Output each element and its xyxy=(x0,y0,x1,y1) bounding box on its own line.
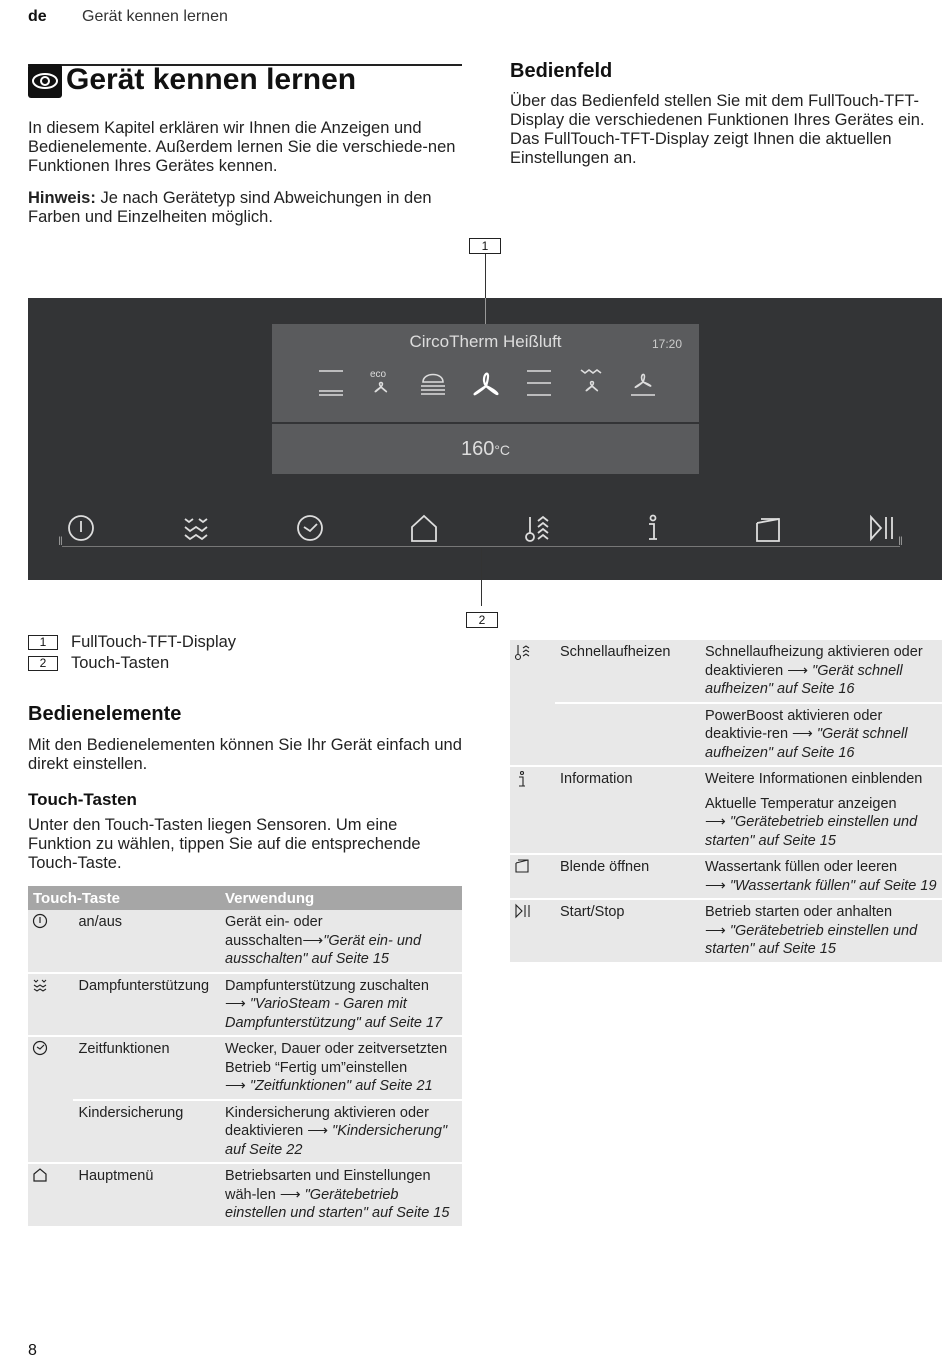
col-header-usage: Verwendung xyxy=(220,886,462,910)
table-row xyxy=(28,973,462,1037)
key-usage xyxy=(220,1163,462,1227)
key-name: Kindersicherung xyxy=(73,1100,220,1164)
table-row xyxy=(510,854,942,899)
page-reference[interactable]: "Gerät schnell aufheizen" auf Seite 16 xyxy=(705,662,903,697)
table-row xyxy=(510,703,942,767)
table-row xyxy=(28,910,462,973)
usage-text: PowerBoost aktivieren oder deaktivie-ren xyxy=(705,707,883,742)
legend xyxy=(28,632,236,674)
hint-label: Hinweis: xyxy=(28,189,96,207)
touch-keys-text: Unter den Touch-Tasten liegen Sensoren. Um eine Funktion zu wählen, tippen Sie auf die entsprechende Touch-Taste. xyxy=(28,816,421,872)
key-usage xyxy=(700,899,942,963)
intro-text: In diesem Kapitel erklären wir Ihnen die Anzeigen und Bedienelemente. Außerdem lernen Sie die verschiede-nen Funktionen Ihres Gerätes kennen. xyxy=(28,119,456,175)
mode-eco-fan-icon[interactable] xyxy=(366,366,396,398)
key-usage xyxy=(220,1036,462,1100)
table-row xyxy=(28,1100,462,1164)
key-name: Blende öffnen xyxy=(555,854,700,899)
arrow-icon: ⟶ xyxy=(302,932,324,949)
temp-value: 160 xyxy=(460,438,495,460)
table-header-row xyxy=(28,886,462,910)
mode-top-bottom-heat-icon[interactable] xyxy=(316,366,346,396)
display-mode: CircoTherm Heißluft xyxy=(409,332,562,351)
quickheat-key-icon[interactable] xyxy=(524,513,554,543)
page-reference[interactable]: "Gerät ein- und ausschalten" auf Seite 15 xyxy=(225,932,422,967)
key-usage xyxy=(220,1100,462,1164)
usage-text: Dampfunterstützung zuschalten xyxy=(225,977,429,994)
key-usage xyxy=(220,973,462,1037)
callout-1: 1 xyxy=(469,238,501,254)
rail-right-mark-icon: ‖ xyxy=(898,534,903,548)
touch-keys-heading: Touch-Tasten xyxy=(28,790,137,809)
power-icon xyxy=(28,910,73,973)
touch-key-table-continued xyxy=(510,640,942,964)
page-reference[interactable]: "Gerätebetrieb einstellen und starten" auf Seite 15 xyxy=(705,922,918,957)
table-row xyxy=(510,899,942,963)
page-reference[interactable]: "Zeitfunktionen" auf Seite 21 xyxy=(249,1078,433,1094)
legend-item xyxy=(28,653,236,674)
bedienfeld-text: Über das Bedienfeld stellen Sie mit dem FullTouch-TFT-Display die verschiedenen Funktionen Ihres Gerätes ein. Das FullTouch-TFT-Display zeigt Ihnen die aktuellen Einstellungen an. xyxy=(510,92,925,167)
arrow-icon: ⟶ xyxy=(225,996,246,1012)
panel-open-key-icon[interactable] xyxy=(753,513,783,543)
usage-text: Aktuelle Temperatur anzeigen xyxy=(705,795,897,812)
bedienelemente-text: Mit den Bedienelementen können Sie Ihr Gerät einfach und direkt einstellen. xyxy=(28,736,462,773)
display-temperature xyxy=(272,438,699,461)
arrow-icon: ⟶ xyxy=(307,1123,329,1139)
key-name: an/aus xyxy=(73,910,220,973)
page-number: 8 xyxy=(28,1342,37,1359)
key-name: Start/Stop xyxy=(555,899,700,963)
callout-1-line-inner xyxy=(485,298,486,324)
key-usage xyxy=(700,854,942,899)
key-usage xyxy=(220,910,462,973)
arrow-icon: ⟶ xyxy=(787,662,809,679)
clock-key-icon[interactable] xyxy=(295,513,325,543)
legend-num: 1 xyxy=(28,635,58,650)
home-key-icon[interactable] xyxy=(409,513,439,543)
table-row xyxy=(510,640,942,703)
key-usage xyxy=(700,703,942,767)
mode-grill-icon[interactable] xyxy=(418,366,448,396)
arrow-icon: ⟶ xyxy=(705,877,726,894)
svg-text:eco: eco xyxy=(370,369,387,380)
info-key-icon[interactable] xyxy=(638,513,668,543)
bedienfeld-heading: Bedienfeld xyxy=(510,60,613,82)
page-reference[interactable]: "Wassertank füllen" auf Seite 19 xyxy=(729,877,937,894)
key-name-empty xyxy=(555,703,700,767)
page-reference[interactable]: "Gerätebetrieb einstellen und starten" auf Seite 15 xyxy=(225,1186,450,1221)
bedienelemente-heading: Bedienelemente xyxy=(28,703,182,725)
table-row xyxy=(28,1036,462,1100)
legend-item xyxy=(28,632,236,653)
page-reference[interactable]: "Gerätebetrieb einstellen und starten" auf Seite 15 xyxy=(705,814,918,849)
legend-num: 2 xyxy=(28,656,58,671)
steam-key-icon[interactable] xyxy=(181,513,211,543)
display-time: 17:20 xyxy=(652,337,683,351)
key-name: Information xyxy=(555,766,700,854)
mode-circotherm-fan-icon[interactable] xyxy=(463,362,509,406)
legend-label: FullTouch-TFT-Display xyxy=(71,633,237,651)
panel-open-icon xyxy=(510,854,555,899)
running-header: Gerät kennen lernen xyxy=(82,8,228,25)
page-title: Gerät kennen lernen xyxy=(66,63,357,96)
temp-unit: °C xyxy=(494,442,511,458)
usage-text: Schnellaufheizung aktivieren oder deaktivieren xyxy=(705,644,923,679)
quickheat-icon xyxy=(510,640,555,766)
arrow-icon: ⟶ xyxy=(705,814,726,830)
usage-text: Wecker, Dauer oder zeitversetzten Betrieb “Fertig um”einstellen xyxy=(225,1041,448,1076)
key-name: Schnellaufheizen xyxy=(555,640,700,703)
arrow-icon: ⟶ xyxy=(792,726,813,742)
startstop-icon xyxy=(510,899,555,963)
key-name: Dampfunterstützung xyxy=(73,973,220,1037)
usage-text: Betriebsarten und Einstellungen wäh-len xyxy=(225,1168,431,1203)
usage-text: Weitere Informationen einblenden xyxy=(705,771,923,787)
table-row xyxy=(28,1163,462,1227)
page-reference[interactable]: "Gerät schnell aufheizen" auf Seite 16 xyxy=(705,726,908,761)
steam-icon xyxy=(28,973,73,1037)
hint-paragraph xyxy=(28,189,462,227)
start-stop-key-icon[interactable] xyxy=(867,513,897,543)
touch-key-table xyxy=(28,886,462,1228)
arrow-icon: ⟶ xyxy=(705,922,726,939)
key-name: Zeitfunktionen xyxy=(73,1036,220,1100)
touch-key-rail xyxy=(62,546,900,547)
table-row xyxy=(510,766,942,792)
eye-icon xyxy=(28,64,62,98)
arrow-icon: ⟶ xyxy=(279,1186,301,1203)
col-header-key: Touch-Taste xyxy=(28,886,220,910)
usage-text: Kindersicherung aktivieren oder deaktivieren xyxy=(225,1104,429,1139)
power-key-icon[interactable] xyxy=(66,513,96,543)
legend-label: Touch-Tasten xyxy=(71,654,170,672)
usage-text: Gerät ein- oder ausschalten xyxy=(225,914,323,949)
callout-2-line xyxy=(481,548,482,606)
callout-2: 2 xyxy=(466,612,498,628)
hint-text: Je nach Gerätetyp sind Abweichungen in den Farben und Einzelheiten möglich. xyxy=(28,189,432,226)
mode-bottom-heat-icon[interactable] xyxy=(524,366,554,396)
key-usage xyxy=(700,766,942,792)
page-reference[interactable]: "VarioSteam - Garen mit Dampfunterstützung" auf Seite 17 xyxy=(225,996,443,1031)
home-icon xyxy=(28,1163,73,1227)
key-usage xyxy=(700,640,942,703)
mode-steam-fan-icon[interactable] xyxy=(577,366,607,398)
usage-text: Wassertank füllen oder leeren xyxy=(705,859,898,875)
key-name: Hauptmenü xyxy=(73,1163,220,1227)
mode-fan-icon[interactable] xyxy=(628,366,658,398)
clock-icon xyxy=(28,1036,73,1163)
arrow-icon: ⟶ xyxy=(225,1078,246,1094)
usage-text: Betrieb starten oder anhalten xyxy=(705,904,893,920)
page-reference[interactable]: "Kindersicherung" auf Seite 22 xyxy=(225,1123,448,1158)
language-code: de xyxy=(28,8,47,25)
info-icon xyxy=(510,766,555,854)
key-usage xyxy=(700,792,942,855)
rail-left-mark-icon: ‖ xyxy=(58,534,63,548)
